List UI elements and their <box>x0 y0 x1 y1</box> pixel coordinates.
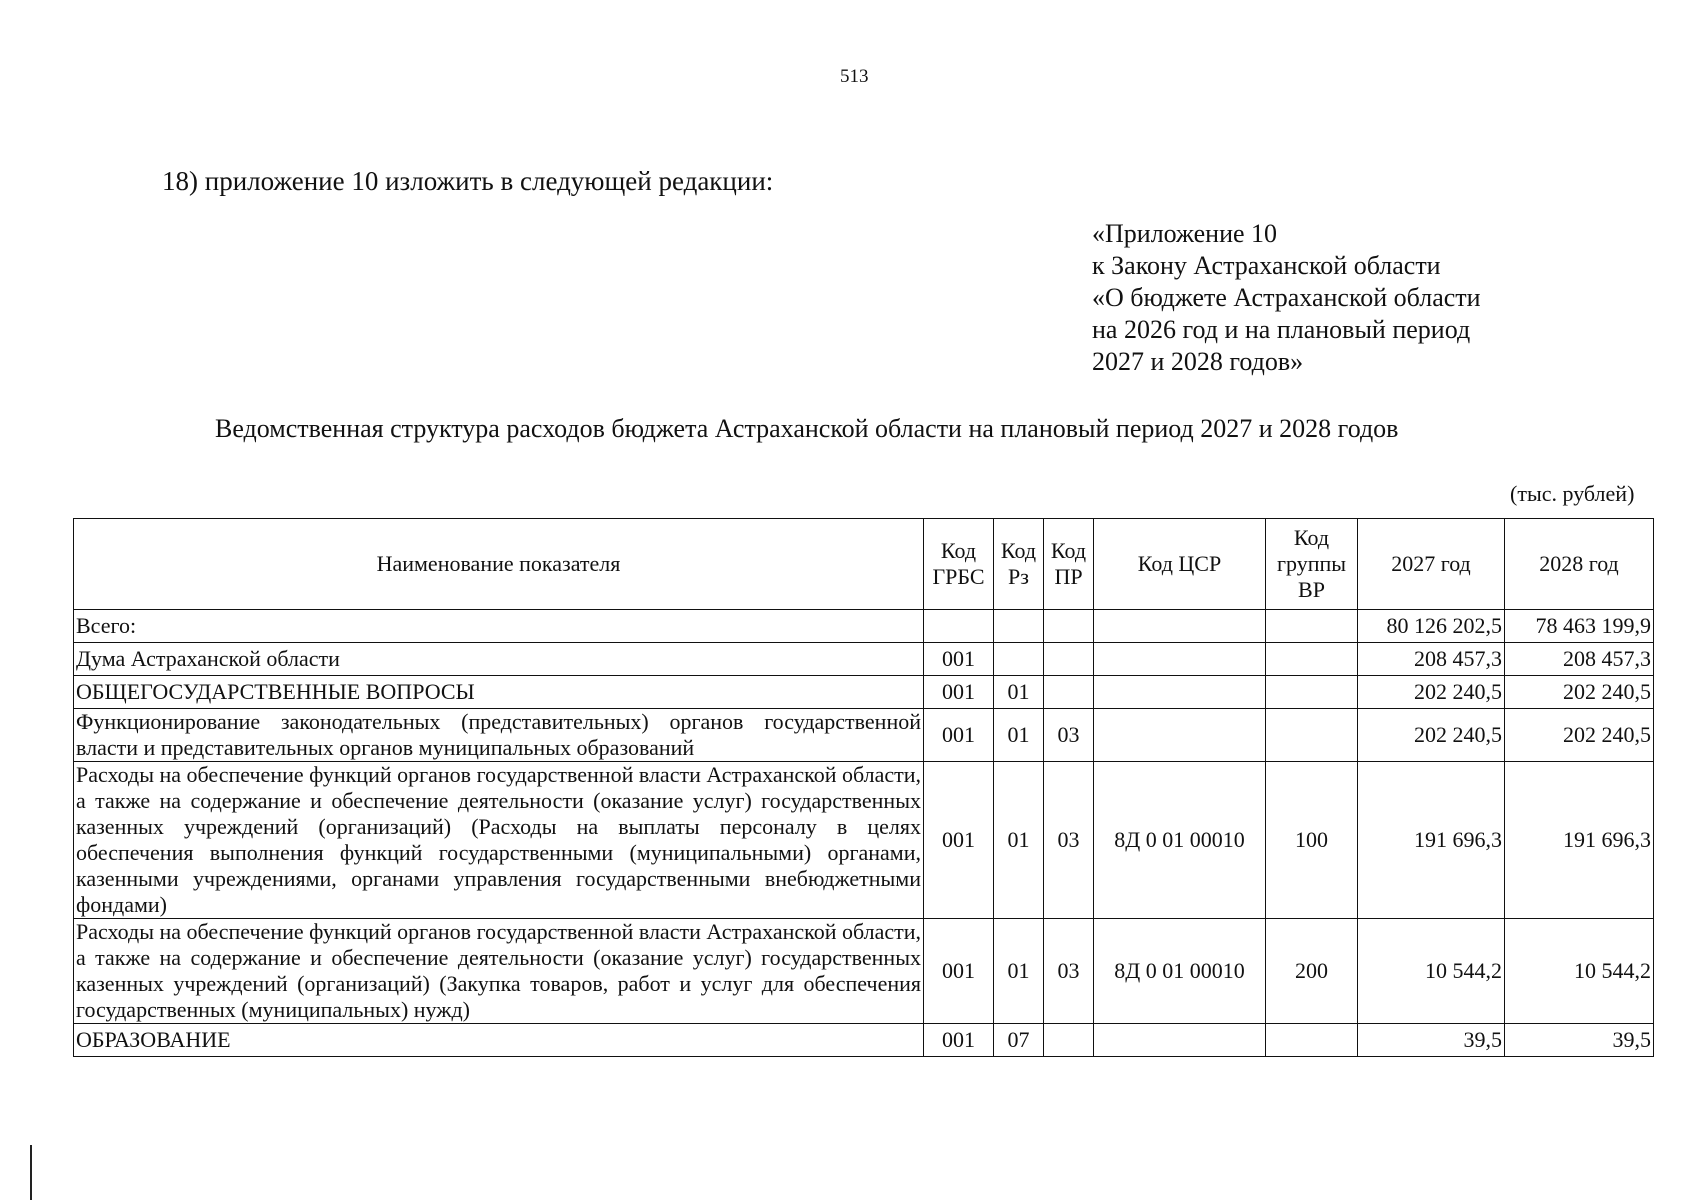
margin-line <box>30 1145 32 1200</box>
table-row <box>74 762 1654 919</box>
row-rz: 01 <box>994 762 1044 919</box>
row-rz <box>994 643 1044 676</box>
row-rz: 01 <box>994 709 1044 762</box>
row-name: Расходы на обеспечение функций органов государственной власти Астраханской области, а также на содержание и обеспечение деятельности (оказание услуг) государственных казенных учреждений (организаций) (Расходы на выплаты персоналу в целях обеспечения выполнения функций государственными (муниципальными) органами, казенными учреждениями, органами управления государственными внебюджетными фондами) <box>74 762 924 919</box>
row-2028: 78 463 199,9 <box>1505 610 1654 643</box>
row-name: Всего: <box>74 610 924 643</box>
row-2028: 191 696,3 <box>1505 762 1654 919</box>
row-2027: 202 240,5 <box>1358 676 1505 709</box>
header-pr: Код ПР <box>1044 519 1094 610</box>
row-csr <box>1094 643 1266 676</box>
row-csr: 8Д 0 01 00010 <box>1094 919 1266 1024</box>
row-grbs: 001 <box>924 643 994 676</box>
header-vr: Код группы ВР <box>1266 519 1358 610</box>
budget-table <box>73 518 1654 1057</box>
row-vr <box>1266 709 1358 762</box>
row-grbs: 001 <box>924 709 994 762</box>
table-row <box>74 1024 1654 1057</box>
row-name: ОБЩЕГОСУДАРСТВЕННЫЕ ВОПРОСЫ <box>74 676 924 709</box>
row-2027: 208 457,3 <box>1358 643 1505 676</box>
row-pr <box>1044 610 1094 643</box>
row-pr: 03 <box>1044 919 1094 1024</box>
row-name: Дума Астраханской области <box>74 643 924 676</box>
row-csr <box>1094 610 1266 643</box>
page-number: 513 <box>840 66 869 87</box>
row-pr <box>1044 676 1094 709</box>
row-name: Функционирование законодательных (представительных) органов государственной власти и представительных органов муниципальных образований <box>74 709 924 762</box>
appendix-line: к Закону Астраханской области <box>1092 251 1441 280</box>
row-vr <box>1266 643 1358 676</box>
row-2027: 202 240,5 <box>1358 709 1505 762</box>
row-csr <box>1094 709 1266 762</box>
row-vr <box>1266 610 1358 643</box>
row-vr: 200 <box>1266 919 1358 1024</box>
row-2027: 80 126 202,5 <box>1358 610 1505 643</box>
row-2027: 10 544,2 <box>1358 919 1505 1024</box>
row-2028: 39,5 <box>1505 1024 1654 1057</box>
row-grbs: 001 <box>924 919 994 1024</box>
row-2027: 39,5 <box>1358 1024 1505 1057</box>
row-2028: 208 457,3 <box>1505 643 1654 676</box>
row-pr <box>1044 1024 1094 1057</box>
row-pr <box>1044 643 1094 676</box>
units-note: (тыс. рублей) <box>1510 481 1635 506</box>
row-vr: 100 <box>1266 762 1358 919</box>
header-name: Наименование показателя <box>74 519 924 610</box>
table-row <box>74 709 1654 762</box>
row-rz <box>994 610 1044 643</box>
row-pr: 03 <box>1044 709 1094 762</box>
header-csr: Код ЦСР <box>1094 519 1266 610</box>
table-row <box>74 610 1654 643</box>
row-csr: 8Д 0 01 00010 <box>1094 762 1266 919</box>
table-row <box>74 676 1654 709</box>
row-csr <box>1094 676 1266 709</box>
appendix-line: на 2026 год и на плановый период <box>1092 315 1471 344</box>
appendix-line: 2027 и 2028 годов» <box>1092 347 1304 376</box>
row-grbs <box>924 610 994 643</box>
appendix-line: «Приложение 10 <box>1092 219 1278 248</box>
appendix-line: «О бюджете Астраханской области <box>1092 283 1481 312</box>
row-vr <box>1266 1024 1358 1057</box>
row-rz: 01 <box>994 919 1044 1024</box>
row-grbs: 001 <box>924 762 994 919</box>
row-rz: 01 <box>994 676 1044 709</box>
table-header-row <box>74 519 1654 610</box>
table-row <box>74 919 1654 1024</box>
amendment-instruction: 18) приложение 10 изложить в следующей редакции: <box>162 166 774 196</box>
row-name: Расходы на обеспечение функций органов государственной власти Астраханской области, а также на содержание и обеспечение деятельности (оказание услуг) государственных казенных учреждений (организаций) (Закупка товаров, работ и услуг для обеспечения государственных (муниципальных) нужд) <box>74 919 924 1024</box>
document-title: Ведомственная структура расходов бюджета Астраханской области на плановый период 2027 и 2028 годов <box>215 414 1399 443</box>
row-pr: 03 <box>1044 762 1094 919</box>
row-grbs: 001 <box>924 1024 994 1057</box>
table-row <box>74 643 1654 676</box>
appendix-reference <box>1092 218 1481 378</box>
row-csr <box>1094 1024 1266 1057</box>
header-rz: Код Рз <box>994 519 1044 610</box>
row-2028: 202 240,5 <box>1505 709 1654 762</box>
header-2027: 2027 год <box>1358 519 1505 610</box>
row-2027: 191 696,3 <box>1358 762 1505 919</box>
row-grbs: 001 <box>924 676 994 709</box>
row-vr <box>1266 676 1358 709</box>
row-name: ОБРАЗОВАНИЕ <box>74 1024 924 1057</box>
row-2028: 202 240,5 <box>1505 676 1654 709</box>
row-rz: 07 <box>994 1024 1044 1057</box>
header-2028: 2028 год <box>1505 519 1654 610</box>
row-2028: 10 544,2 <box>1505 919 1654 1024</box>
header-grbs: Код ГРБС <box>924 519 994 610</box>
